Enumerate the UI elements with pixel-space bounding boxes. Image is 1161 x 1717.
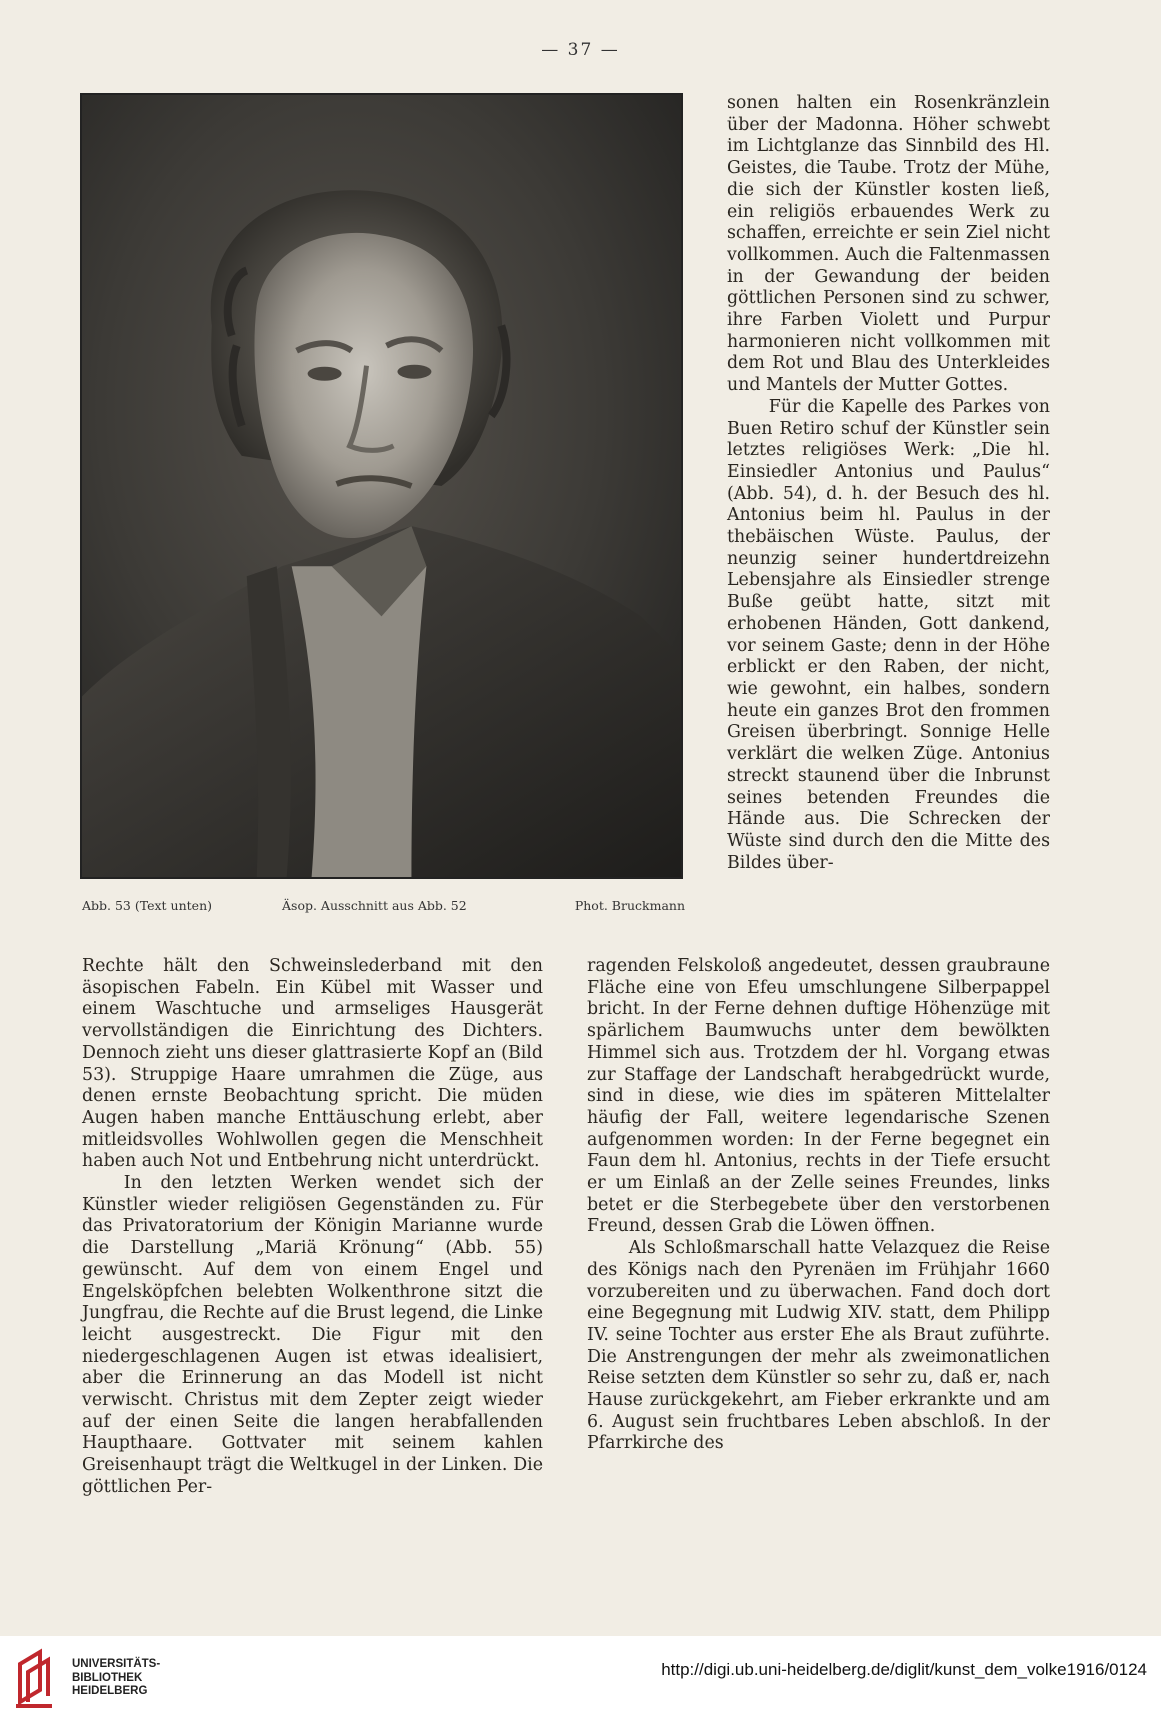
paragraph: sonen halten ein Rosenkränzlein über der Madonna. Höher schwebt im Lichtglanze das Sinnbild des Hl. Geistes, die Taube. Trotz der Mühe, die sich der Künstler kosten ließ, ein religiös erbauendes Werk zu schaffen, erreichte er sein Ziel nicht vollkommen. Auch die Faltenmassen in der Gewandung der beiden göttlichen Personen sind zu schwer, ihre Farben Violett und Purpur harmonieren nicht vollkommen mit dem Rot und Blau des Unterkleides und Mantels der Mutter Gottes.	[727, 93, 1050, 396]
text-column-top-right	[727, 93, 1050, 874]
paragraph: Für die Kapelle des Parkes von Buen Retiro schuf der Künstler sein letztes religiöses Werk: „Die hl. Einsiedler Antonius und Paulus“ (Abb. 54), d. h. der Besuch des hl. Antonius beim hl. Paulus in der thebäischen Wüste. Paulus, der neunzig seiner hundertdreizehn Lebensjahre als Einsiedler strenge Buße geübt hatte, sitzt mit erhobenen Händen, Gott dankend, vor seinem Gaste; denn in der Höhe erblickt er den Raben, der nicht, wie gewohnt, ein halbes, sondern heute ein ganzes Brot den frommen Greisen überbringt. Sonnige Helle verklärt die welken Züge. Antonius streckt staunend über die Inbrunst seines betenden Freundes die Hände aus. Die Schrecken der Wüste sind durch den die Mitte des Bildes über-	[727, 396, 1050, 873]
paragraph: ragenden Felskoloß angedeutet, dessen graubraune Fläche eine von Efeu umschlungene Silberpappel bricht. In der Ferne dehnen duftige Höhenzüge mit spärlichem Baumwuchs unter dem bewölkten Himmel sich aus. Trotzdem der hl. Vorgang etwas zur Staffage der Landschaft herabgedrückt wurde, sind in diese, wie dies im späteren Mittelalter häufig der Fall, weitere legendarische Szenen aufgenommen worden: In der Ferne begegnet ein Faun dem hl. Antonius, rechts in der Tiefe ersucht er um Einlaß an der Zelle seines Freundes, links betet er die Sterbegebete über den verstorbenen Freund, dessen Grab die Löwen öffnen.	[587, 956, 1050, 1237]
portrait-image	[80, 93, 683, 879]
caption-photo-credit: Phot. Bruckmann	[574, 898, 685, 913]
institution-line: BIBLIOTHEK	[72, 1671, 143, 1684]
figure-caption	[82, 898, 685, 916]
caption-figure-number: Abb. 53 (Text unten)	[82, 898, 212, 913]
portrait-illustration	[82, 95, 681, 877]
paragraph: In den letzten Werken wendet sich der Künstler wieder religiösen Gegenständen zu. Für das Privatoratorium der Königin Marianne wurde die Darstellung „Mariä Krönung“ (Abb. 55) gewünscht. Auf dem von einem Engel und Engelsköpfchen belebten Wolkenthrone sitzt die Jungfrau, die Rechte auf die Brust legend, die Linke leicht ausgestreckt. Die Figur mit den niedergeschlagenen Augen ist etwas idealisiert, aber die Erinnerung an das Modell ist nicht verwischt. Christus mit dem Zepter zeigt wieder auf der einen Seite die langen herabfallenden Haupthaare. Gottvater mit seinem kahlen Greisenhaupt trägt die Weltkugel in der Linken. Die göttlichen Per-	[82, 1173, 543, 1497]
paragraph: Rechte hält den Schweinslederband mit den äsopischen Fabeln. Ein Kübel mit Wasser und einem Waschtuche und armseliges Hausgerät vervollständigen die Einrichtung des Dichters. Dennoch zieht uns dieser glattrasierte Kopf an (Bild 53). Struppige Haare umrahmen die Züge, aus denen ernste Beobachtung spricht. Die müden Augen haben manche Enttäuschung erlebt, aber mitleidsvolles Wohlwollen gegen die Menschheit haben auch Not und Entbehrung nicht unterdrückt.	[82, 956, 543, 1172]
institution-line: HEIDELBERG	[72, 1685, 148, 1697]
page-number: — 37 —	[541, 40, 620, 60]
caption-title: Äsop. Ausschnitt aus Abb. 52	[282, 898, 467, 913]
logo-mark	[16, 1652, 52, 1706]
library-footer	[0, 1636, 1161, 1717]
paragraph: Als Schloßmarschall hatte Velazquez die Reise des Königs nach den Pyrenäen im Frühjahr 1660 vorzubereiten und zu überwachen. Fand doch dort eine Begegnung mit Ludwig XIV. statt, dem Philipp IV. seine Tochter aus erster Ehe als Braut zuführte. Die Anstrengungen der mehr als zweimonatlichen Reise setzten dem Künstler so sehr zu, daß er, nach Hause zurückgekehrt, am Fieber erkrankte und am 6. August sein fruchtbares Leben abschloß. In der Pfarrkirche des	[587, 1238, 1050, 1454]
source-url-link[interactable]: http://digi.ub.uni-heidelberg.de/diglit/kunst_dem_volke1916/0124	[661, 1660, 1147, 1679]
institution-name	[72, 1658, 160, 1699]
institution-line: UNIVERSITÄTS-	[72, 1658, 161, 1670]
library-logo-icon	[12, 1644, 62, 1710]
text-column-left	[82, 956, 543, 1499]
text-column-right	[587, 956, 1050, 1455]
